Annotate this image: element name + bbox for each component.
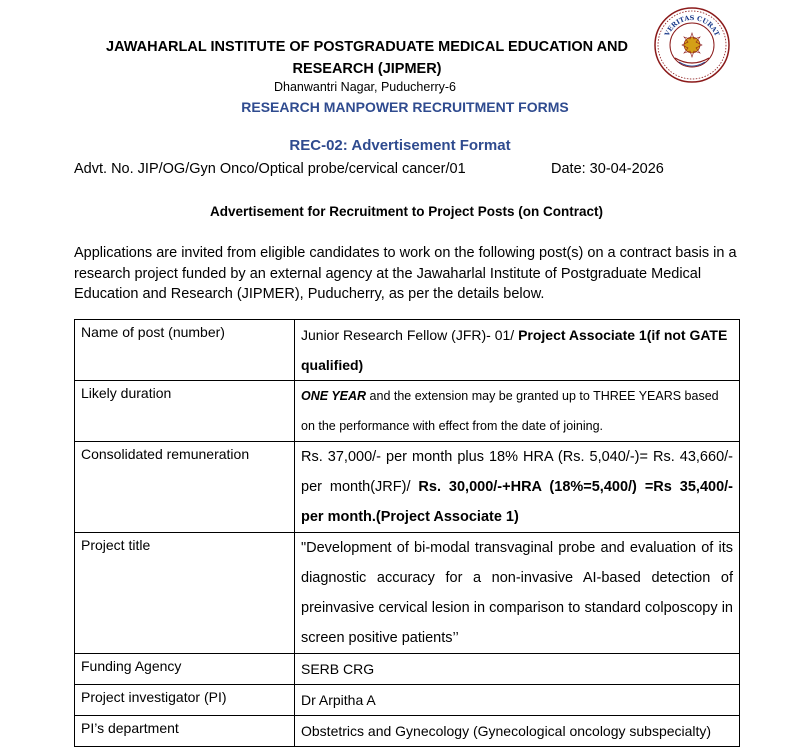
rec-form-title: REC-02: Advertisement Format (289, 137, 511, 154)
funding-agency-label: Funding Agency (75, 654, 295, 685)
duration-label: Likely duration (75, 381, 295, 442)
post-name-label: Name of post (number) (75, 320, 295, 381)
intro-paragraph: Applications are invited from eligible candidates to work on the following post(s) on a contract basis in a research project funded by an external agency at the Jawaharlal Institute of Postgraduate Medical Education and Research (JIPMER), Puducherry, as per the details below. (74, 245, 737, 302)
remuneration-label: Consolidated remuneration (75, 442, 295, 533)
funding-agency-value: SERB CRG (295, 654, 740, 685)
table-row (75, 320, 740, 381)
table-row (75, 685, 740, 716)
table-row (75, 533, 740, 654)
project-title-label: Project title (75, 533, 295, 654)
institute-address: Dhanwantri Nagar, Puducherry-6 (273, 80, 457, 94)
duration-term: ONE YEAR (301, 389, 367, 403)
table-row (75, 442, 740, 533)
advertisement-date: Date: 30-04-2026 (551, 161, 664, 177)
duration-extension: and the extension may be granted up to THREE YEARS based on the performance with effect from the date of joining. (301, 389, 719, 433)
pi-department-value: Obstetrics and Gynecology (Gynecological oncology subspecialty) (295, 716, 740, 747)
pi-department-label: PI’s department (75, 716, 295, 747)
post-details-table (74, 319, 740, 747)
post-name-jrf: Junior Research Fellow (JFR)- 01/ (301, 327, 519, 343)
pi-value: Dr Arpitha A (295, 685, 740, 716)
duration-value (295, 381, 740, 442)
advertisement-number: Advt. No. JIP/OG/Gyn Onco/Optical probe/cervical cancer/01 (74, 161, 466, 177)
remuneration-value (295, 442, 740, 533)
institute-seal-logo (653, 6, 731, 84)
table-row (75, 381, 740, 442)
advertisement-heading: Advertisement for Recruitment to Project Posts (on Contract) (209, 204, 604, 219)
post-name-pa1: Project Associate 1(if not GATE qualified) (301, 327, 728, 373)
project-title-value: "Development of bi-modal transvaginal probe and evaluation of its diagnostic accuracy for a non-invasive AI-based detection of preinvasive cervical lesion in comparison to standard colposcopy in screen positive patients’’ (295, 533, 740, 654)
post-name-value (295, 320, 740, 381)
table-row (75, 654, 740, 685)
remuneration-jrf: Rs. 37,000/- per month plus 18% HRA (Rs. 5,040/-)= Rs. 43,660/- per month(JRF)/ (301, 449, 733, 495)
pi-label: Project investigator (PI) (75, 685, 295, 716)
table-row (75, 716, 740, 747)
svg-text:VERITAS CURAT: VERITAS CURAT (662, 13, 722, 38)
institute-name: JAWAHARLAL INSTITUTE OF POSTGRADUATE MEDICAL EDUCATION AND RESEARCH (JIPMER) (106, 39, 628, 77)
remuneration-pa1: Rs. 30,000/-+HRA (18%=5,400/) =Rs 35,400/- per month.(Project Associate 1) (301, 479, 733, 525)
forms-title: RESEARCH MANPOWER RECRUITMENT FORMS (241, 99, 569, 115)
